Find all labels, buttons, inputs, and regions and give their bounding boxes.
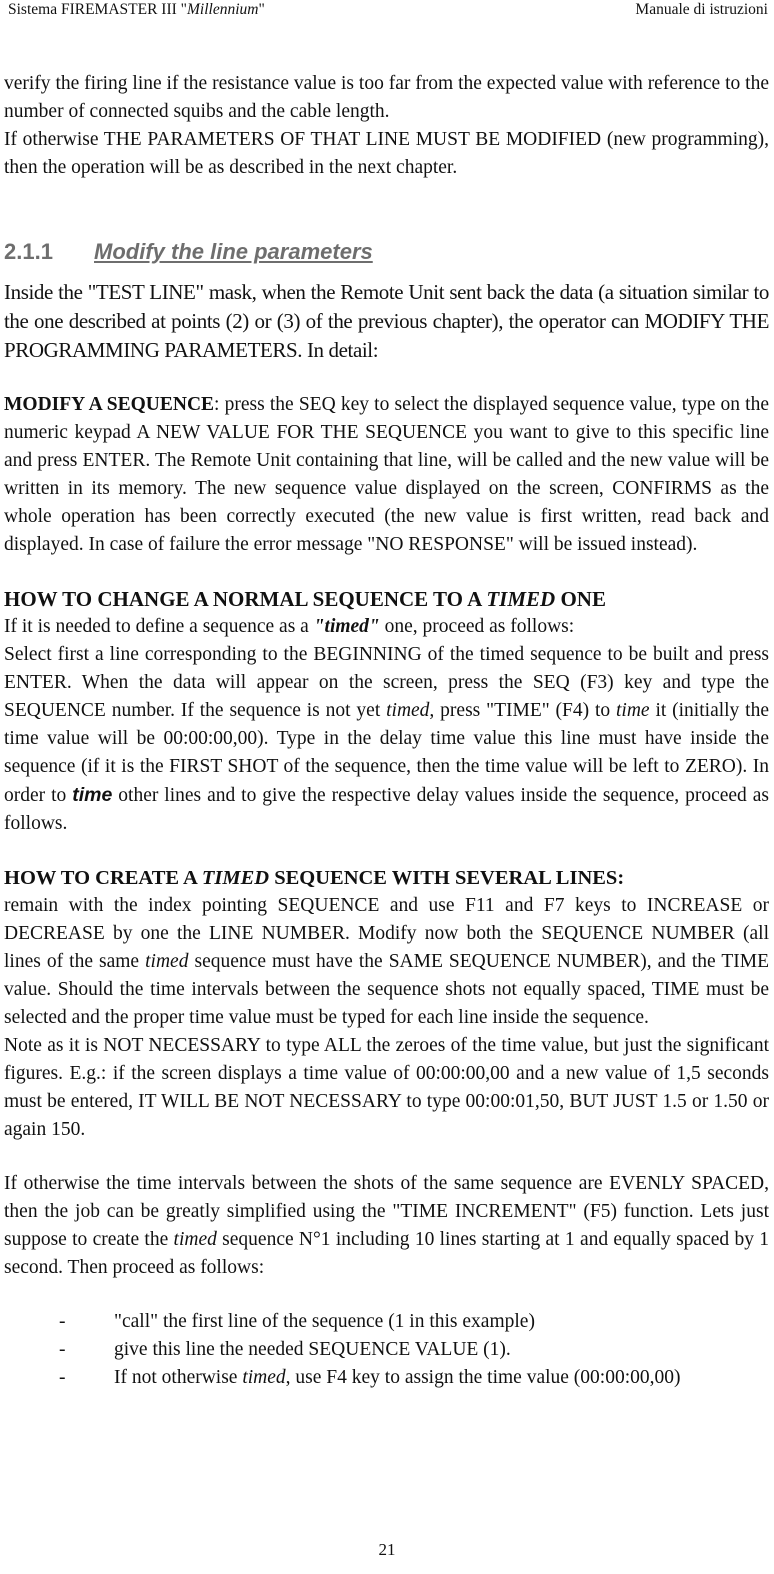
paragraph-define-timed: If it is needed to define a sequence as a "timed" one, proceed as follows: [4, 616, 575, 637]
section-title: Modify the line parameters [94, 239, 373, 264]
list-item: - If not otherwise timed, use F4 key to assign the time value (00:00:00,00) [59, 1367, 681, 1388]
header-manual-title: Manuale di istruzioni [635, 1, 768, 18]
modify-sequence-lead: MODIFY A SEQUENCE [4, 394, 215, 415]
paragraph-evenly-spaced: If otherwise the time intervals between the shots of the same sequence are EVENLY SPACED, then the job can be greatly simplified using the "TIME INCREMENT" (F5) function. Lets just suppose to create the timed sequence N°1 including 10 lines starting at 1 and equally spaced by 1 second. Then proceed as follows: [4, 1173, 769, 1278]
section-number: 2.1.1 [4, 239, 53, 264]
paragraph-select-line: Select first a line corresponding to the BEGINNING of the timed sequence to be built and press ENTER. When the data will appear on the screen, press the SEQ (F3) key and type the SEQUENCE number. If the sequence is not yet timed, press "TIME" (F4) to time it (initially the time value will be 00:00:00,00). Type in the delay time value this line must have inside the sequence (if it is the FIRST SHOT of the sequence, then the time value will be left to ZERO). In order to time other lines and to give the respective delay values inside the sequence, proceed as follows. [4, 644, 770, 834]
paragraph-remain-index: remain with the index pointing SEQUENCE and use F11 and F7 keys to INCREASE or DECREASE by one the LINE NUMBER. Modify now both the SEQUENCE NUMBER (all lines of the same timed sequence must have the SAME SEQUENCE NUMBER), and the TIME value. Should the time intervals between the sequence shots not equally spaced, TIME must be selected and the proper time value must be typed for each line inside the sequence. [4, 895, 769, 1028]
list-item: - "call" the first line of the sequence (1 in this example) [59, 1311, 535, 1332]
list-item: - give this line the needed SEQUENCE VALUE (1). [59, 1339, 511, 1360]
heading-create-timed: HOW TO CREATE A TIMED SEQUENCE WITH SEVERAL LINES: [4, 867, 625, 889]
page-number: 21 [378, 1540, 396, 1559]
header-manual-system: Sistema FIREMASTER III "Millennium" [8, 1, 265, 18]
page-header [8, 0, 768, 24]
section-heading [4, 238, 769, 266]
heading-change-to-timed: HOW TO CHANGE A NORMAL SEQUENCE TO A TIMED ONE [4, 587, 606, 611]
paragraph-modify-sequence: MODIFY A SEQUENCE: press the SEQ key to select the displayed sequence value, type on the numeric keypad A NEW VALUE FOR THE SEQUENCE you want to give to this specific line and press ENTER. The Remote Unit containing that line, will be called and the new value will be written in its memory. The new sequence value displayed on the screen, CONFIRMS as the whole operation has been correctly executed (the new value is first written, read back and displayed. In case of failure the error message "NO RESPONSE" will be issued instead). [4, 394, 769, 555]
paragraph-note-zeroes: Note as it is NOT NECESSARY to type ALL the zeroes of the time value, but just the significant figures. E.g.: if the screen displays a time value of 00:00:00,00 and a new value of 1,5 seconds must be entered, IT WILL BE NOT NECESSARY to type 00:00:01,50, BUT JUST 1.5 or 1.50 or again 150. [4, 1035, 769, 1140]
page-content [4, 70, 769, 1392]
paragraph-verify: verify the firing line if the resistance value is too far from the expected value with reference to the number of connected squibs and the cable length. [4, 73, 769, 122]
paragraph-otherwise: If otherwise THE PARAMETERS OF THAT LINE MUST BE MODIFIED (new programming), then the operation will be as described in the next chapter. [4, 129, 769, 178]
steps-list [4, 1308, 769, 1392]
paragraph-intro: Inside the "TEST LINE" mask, when the Remote Unit sent back the data (a situation similar to the one described at points (2) or (3) of the previous chapter), the operator can MODIFY THE PROGRAMMING PARAMETERS. In detail: [4, 280, 769, 362]
